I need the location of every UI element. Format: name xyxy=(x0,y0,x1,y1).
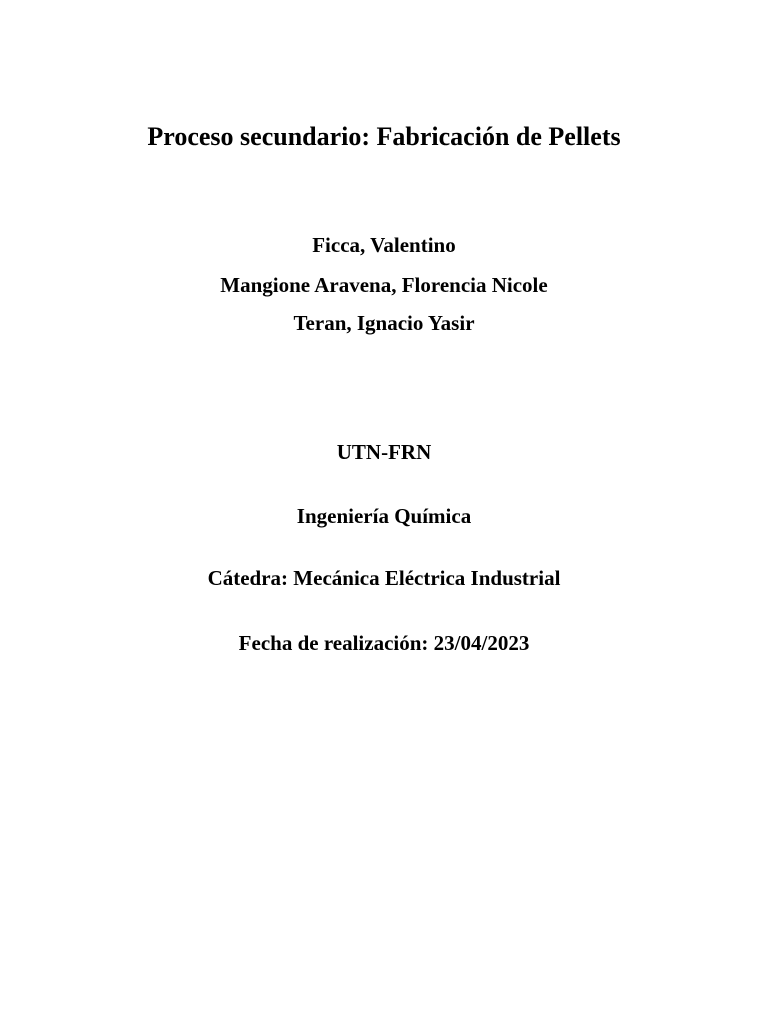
course-name: Cátedra: Mecánica Eléctrica Industrial xyxy=(207,566,561,590)
career-name: Ingeniería Química xyxy=(296,504,472,528)
institution-name: UTN-FRN xyxy=(336,440,432,464)
author-name: Mangione Aravena, Florencia Nicole xyxy=(220,273,548,297)
author-name: Teran, Ignacio Yasir xyxy=(293,311,475,335)
completion-date: Fecha de realización: 23/04/2023 xyxy=(238,631,530,655)
document-title: Proceso secundario: Fabricación de Pellets xyxy=(147,122,621,151)
author-name: Ficca, Valentino xyxy=(312,233,456,257)
